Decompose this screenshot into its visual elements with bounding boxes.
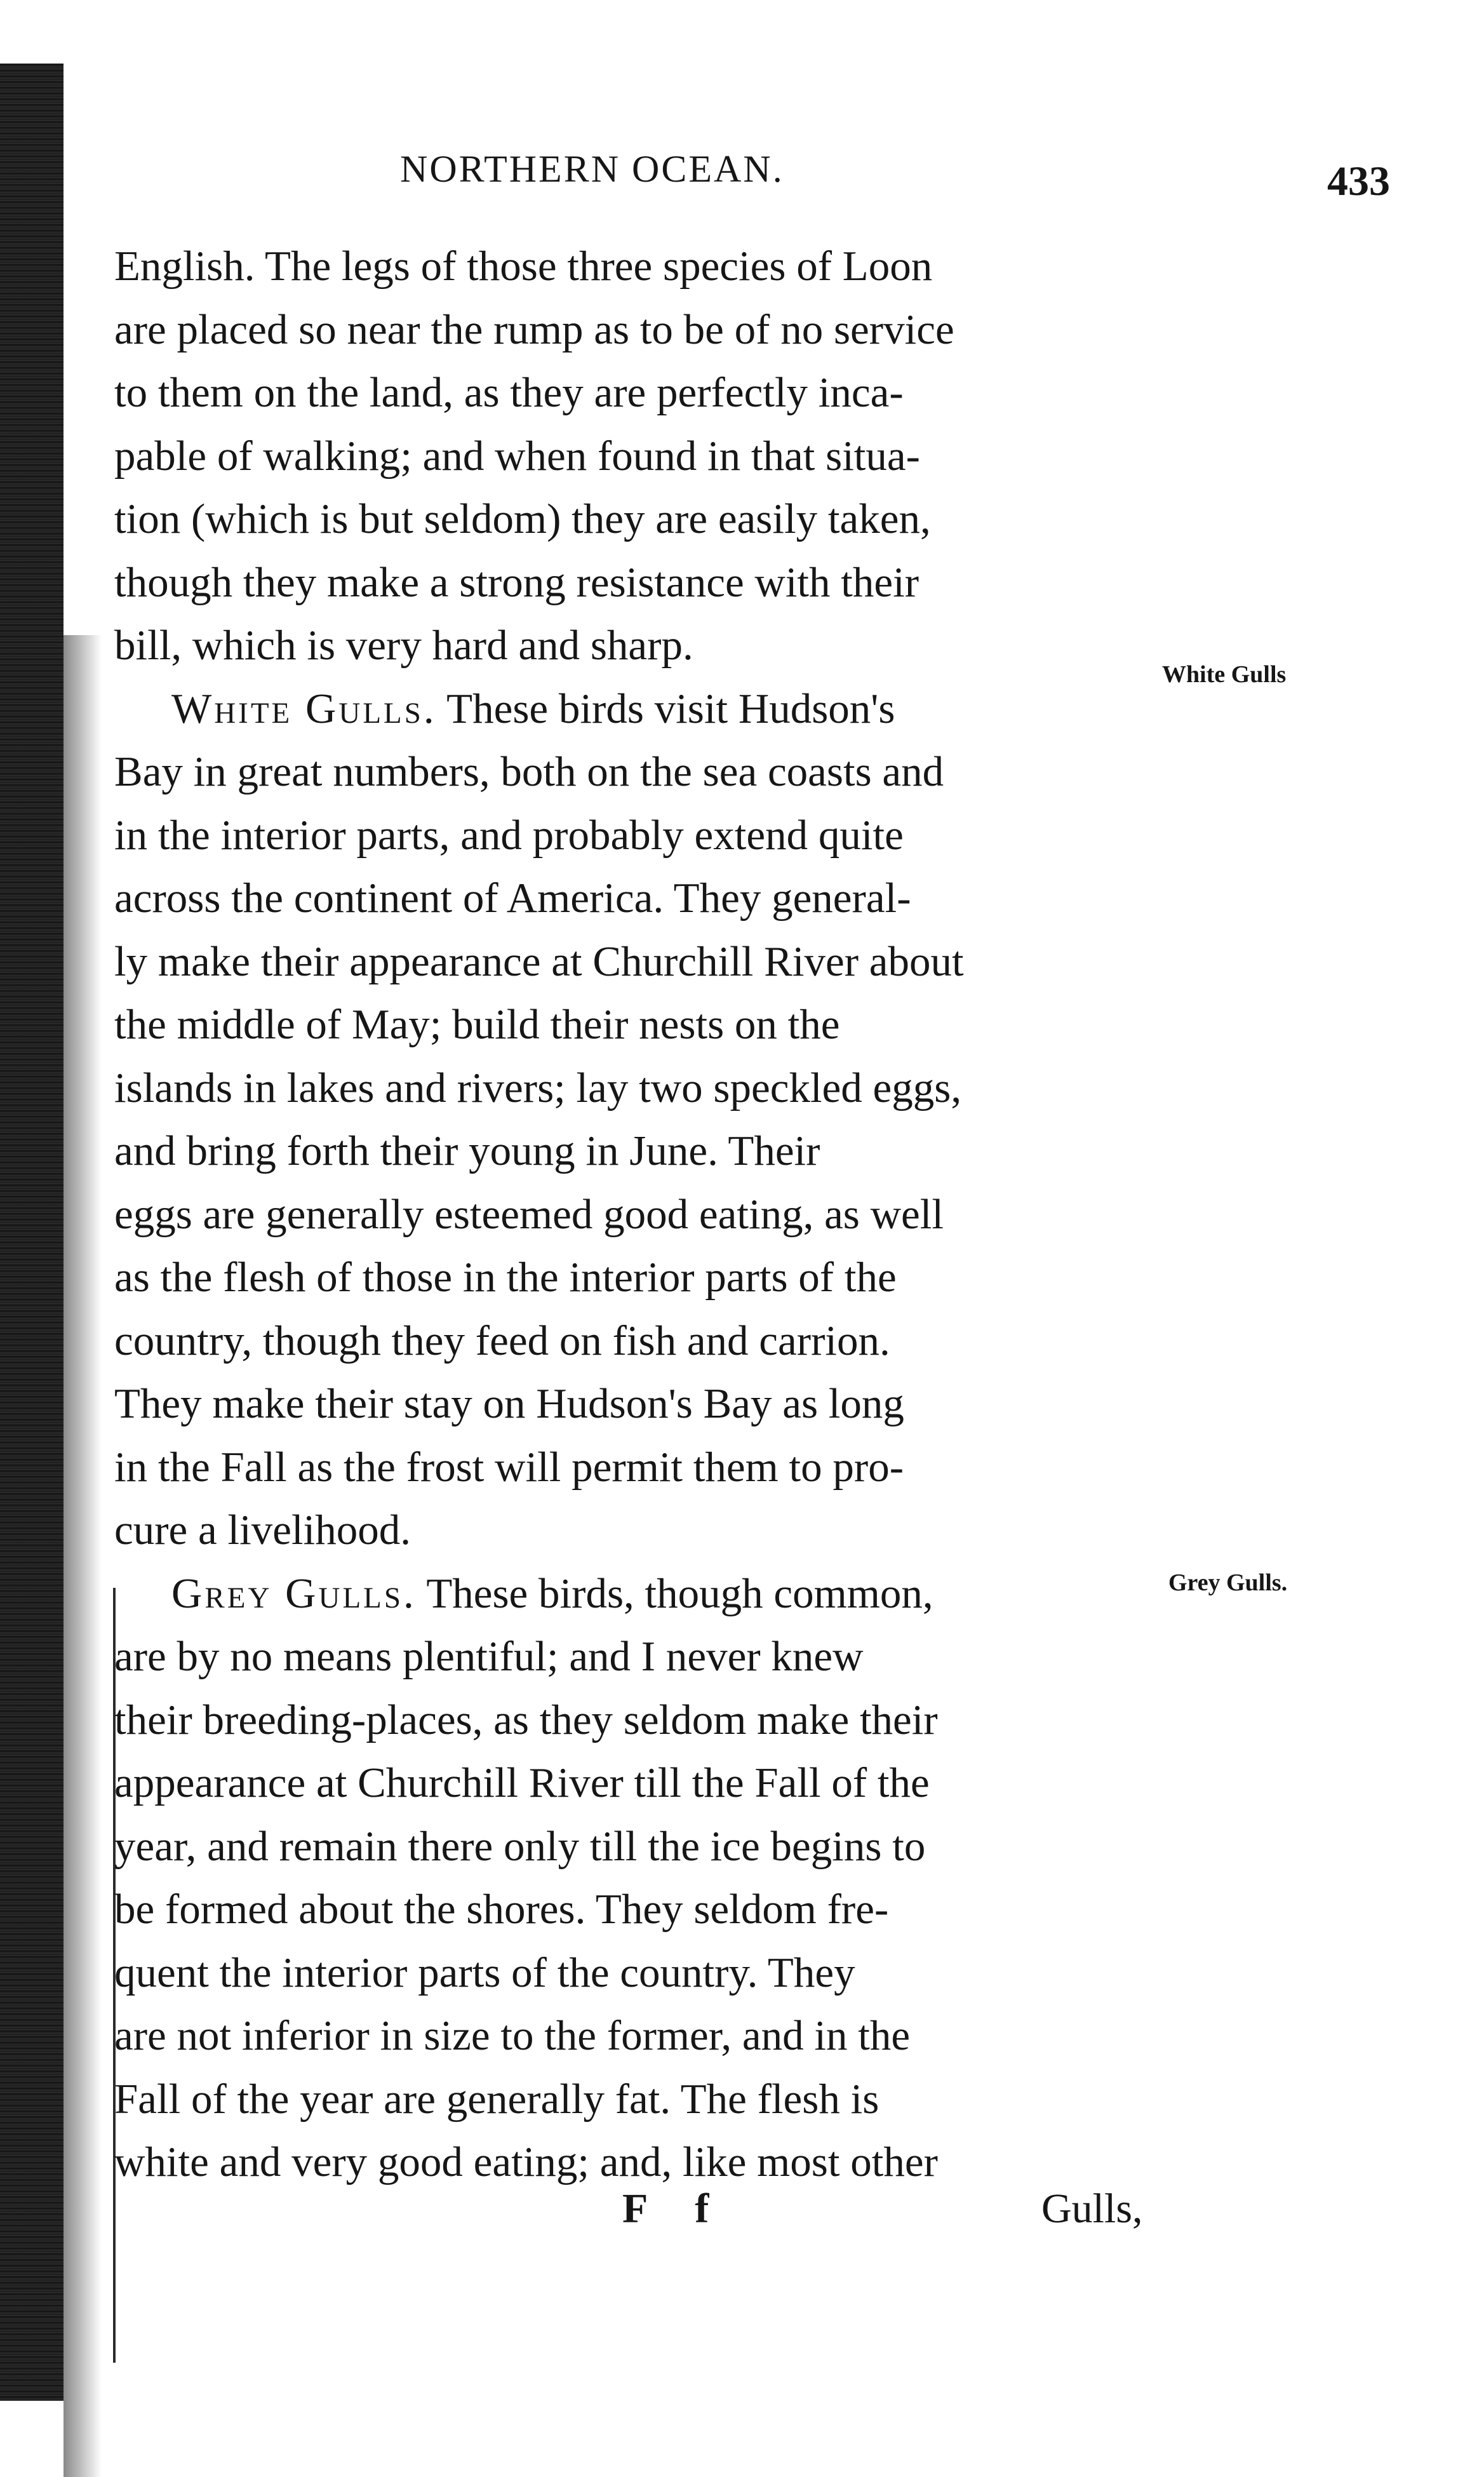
text-line: cure a livelihood. bbox=[114, 1507, 411, 1554]
text-line: pable of walking; and when found in that situa- bbox=[114, 432, 920, 480]
scan-shadow bbox=[64, 635, 102, 2477]
body-text bbox=[114, 235, 1156, 2194]
text-fragment: These birds, though common, bbox=[416, 1569, 933, 1617]
paragraph-first-line bbox=[114, 1562, 1156, 1626]
text-line: ly make their appearance at Churchill River about bbox=[114, 937, 964, 985]
running-head: NORTHERN OCEAN. bbox=[400, 148, 784, 190]
text-line: white and very good eating; and, like most other bbox=[114, 2138, 938, 2185]
text-line: are not inferior in size to the former, and in the bbox=[114, 2012, 911, 2059]
text-line: the middle of May; build their nests on the bbox=[114, 1001, 840, 1048]
text-line: Fall of the year are generally fat. The flesh is bbox=[114, 2075, 879, 2123]
section-heading-white-gulls: White Gulls. bbox=[171, 685, 437, 732]
text-line: to them on the land, as they are perfectly inca- bbox=[114, 369, 904, 416]
catchword: Gulls, bbox=[1041, 2185, 1143, 2232]
page-number: 433 bbox=[1327, 158, 1390, 205]
text-line: year, and remain there only till the ice begins to bbox=[114, 1822, 926, 1870]
text-line: eggs are generally esteemed good eating, as well bbox=[114, 1190, 944, 1238]
text-line: quent the interior parts of the country. They bbox=[114, 1949, 855, 1996]
signature-mark: F f bbox=[622, 2185, 728, 2232]
text-line: They make their stay on Hudson's Bay as long bbox=[114, 1380, 904, 1427]
text-line: in the interior parts, and probably extend quite bbox=[114, 811, 904, 859]
paragraph-first-line bbox=[114, 678, 1156, 741]
scan-binding-edge bbox=[0, 64, 64, 2401]
text-line: as the flesh of those in the interior parts of the bbox=[114, 1254, 897, 1301]
text-fragment: These birds visit Hudson's bbox=[436, 685, 895, 732]
section-heading-grey-gulls: Grey Gulls. bbox=[171, 1569, 417, 1617]
text-line: are placed so near the rump as to be of no service bbox=[114, 305, 954, 353]
text-line: English. The legs of those three species of Loon bbox=[114, 243, 933, 290]
text-line: and bring forth their young in June. Their bbox=[114, 1127, 820, 1174]
text-line: tion (which is but seldom) they are easily taken, bbox=[114, 495, 931, 542]
text-line: across the continent of America. They general- bbox=[114, 875, 911, 922]
text-line: Bay in great numbers, both on the sea coasts and bbox=[114, 748, 944, 795]
text-line: islands in lakes and rivers; lay two speckled eggs, bbox=[114, 1064, 962, 1111]
text-line: their breeding-places, as they seldom make their bbox=[114, 1696, 938, 1743]
margin-note-grey-gulls: Grey Gulls. bbox=[1168, 1569, 1288, 1596]
text-line: though they make a strong resistance with their bbox=[114, 558, 919, 606]
text-line: in the Fall as the frost will permit them to pro- bbox=[114, 1443, 904, 1491]
text-line: appearance at Churchill River till the Fall of the bbox=[114, 1759, 930, 1806]
margin-note-white-gulls: White Gulls bbox=[1162, 661, 1287, 688]
text-line: country, though they feed on fish and carrion. bbox=[114, 1317, 890, 1364]
text-line: are by no means plentiful; and I never knew bbox=[114, 1633, 864, 1680]
text-line: bill, which is very hard and sharp. bbox=[114, 622, 693, 669]
text-line: be formed about the shores. They seldom fre- bbox=[114, 1886, 889, 1933]
